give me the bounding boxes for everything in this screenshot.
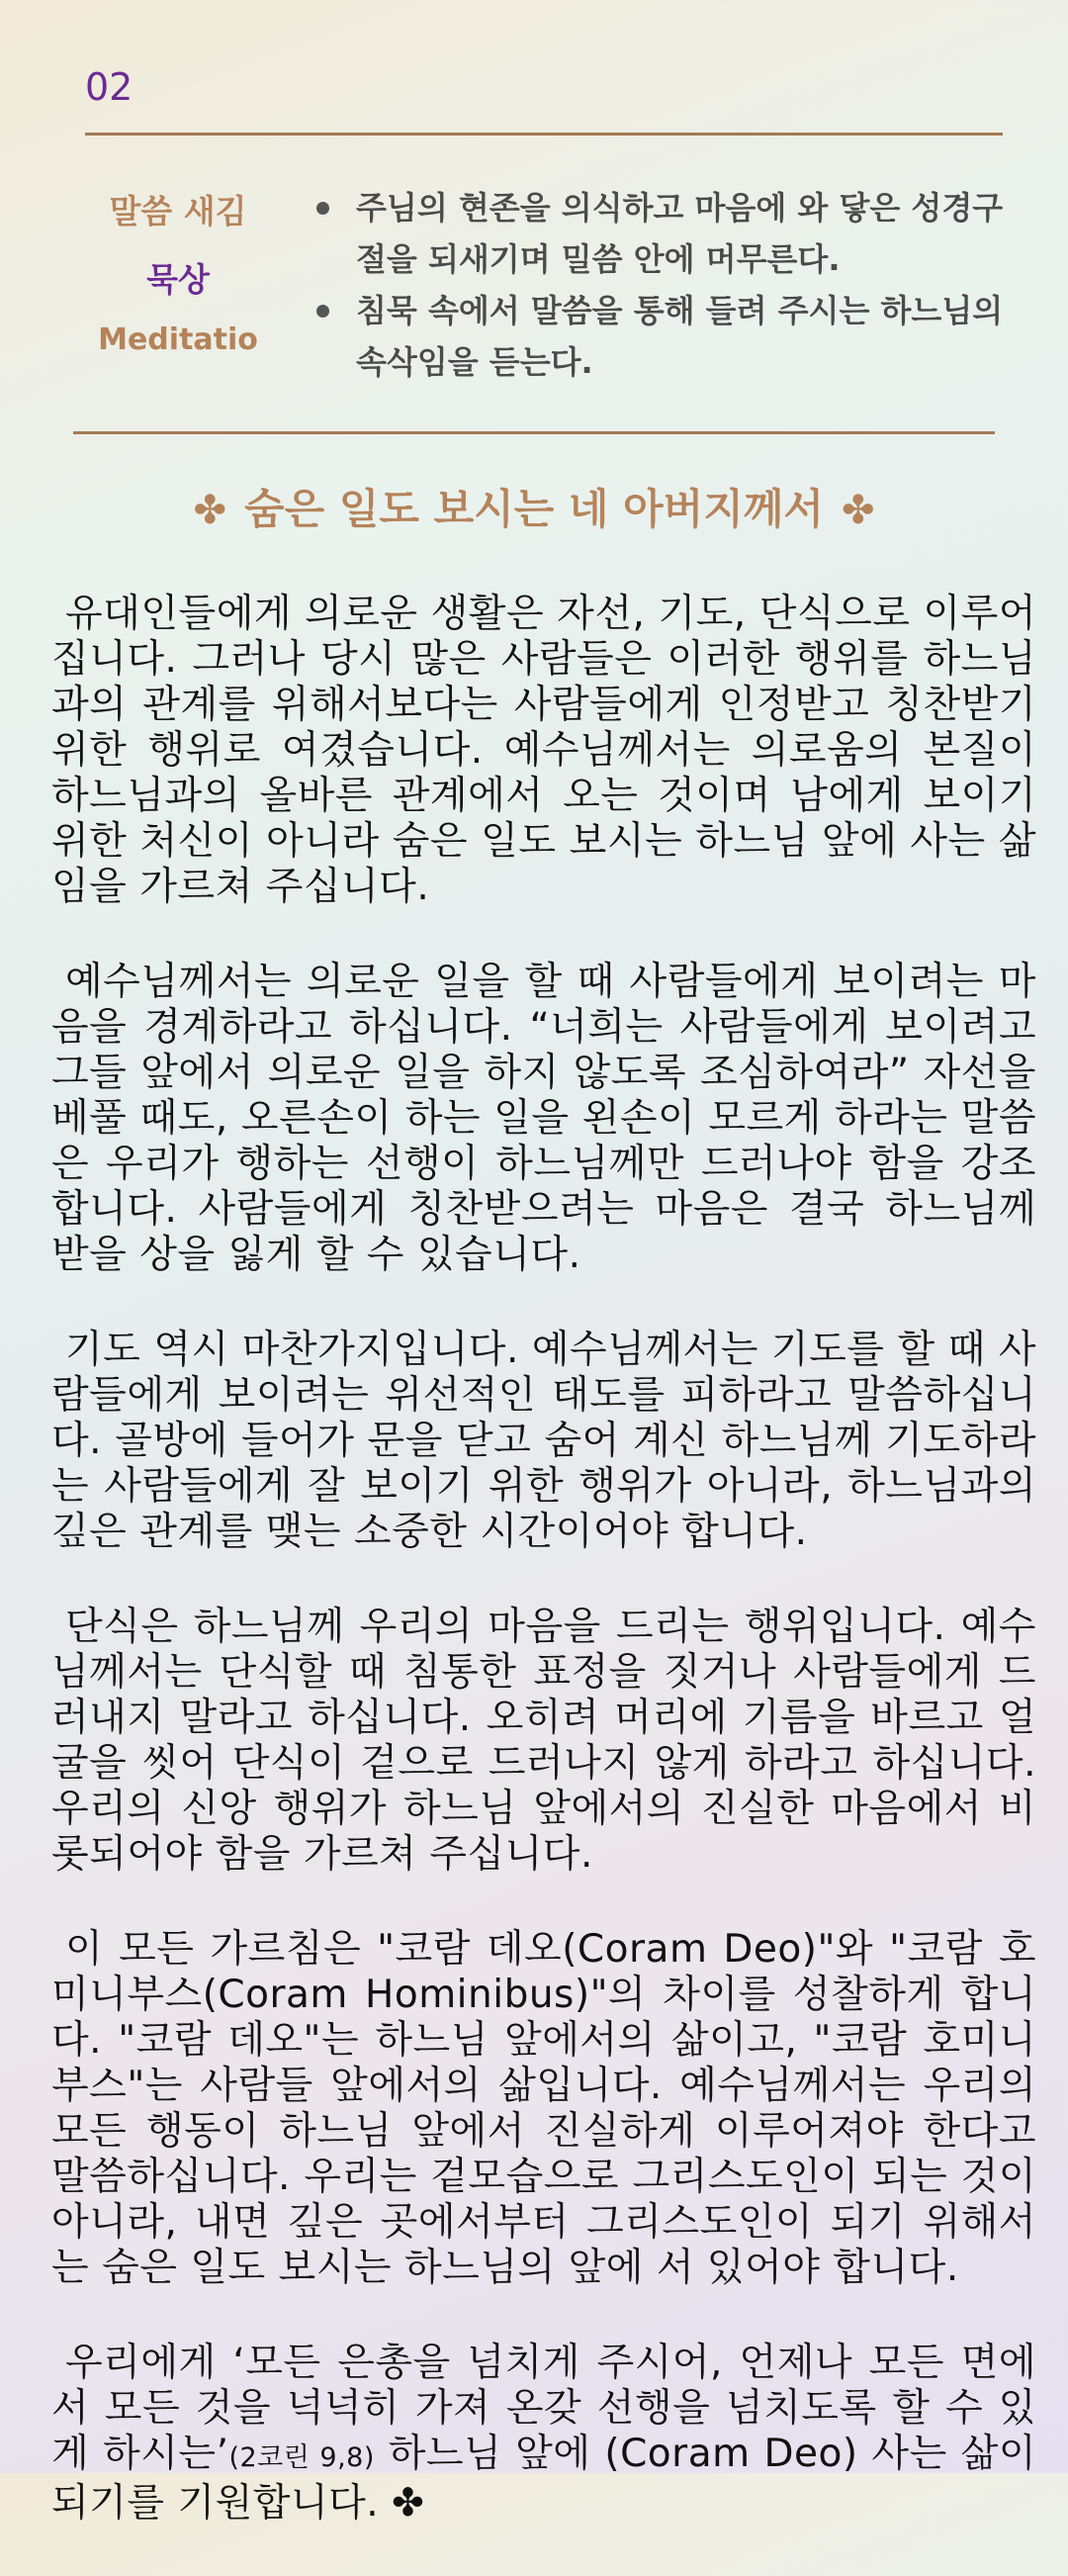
page-number: 02 bbox=[85, 65, 134, 109]
closing-text-end: 하느님 앞에 (Coram Deo) 사는 삶이 되기를 기원합니다. ✤ bbox=[51, 2432, 1036, 2526]
meditation-heading bbox=[0, 477, 1068, 536]
instruction-list bbox=[312, 182, 1005, 388]
bottom-divider bbox=[73, 431, 995, 434]
section-label-korean: 말씀 새김 bbox=[109, 192, 247, 230]
section-label-focus: 묵상 bbox=[146, 260, 210, 299]
instruction-text: 주님의 현존을 의식하고 마음에 와 닿은 성경구절을 되새기며 밀씀 안에 머무른다. bbox=[356, 189, 1004, 278]
clover-ornament-icon: ✤ bbox=[193, 488, 227, 533]
meditation-body bbox=[51, 592, 1036, 2576]
instruction-item bbox=[312, 285, 1005, 388]
body-paragraph: 단식은 하느님께 우리의 마음을 드리는 행위입니다. 예수님께서는 단식할 때 침통한 표정을 짓거나 사람들에게 드러내지 말라고 하십니다. 오히려 머리에 기름을 바르고 얼굴을 씻어 단식이 겉으로 드러나지 않게 하라고 하십니다. 우리의 신앙 행위가 하느님 앞에서의 진실한 마음에서 비롯되어야 함을 가르쳐 주십니다. bbox=[51, 1605, 1036, 1877]
body-paragraph: 유대인들에게 의로운 생활은 자선, 기도, 단식으로 이루어집니다. 그러나 당시 많은 사람들은 이러한 행위를 하느님과의 관계를 위해서보다는 사람들에게 인정받고 칭찬받기 위한 행위로 여겼습니다. 예수님께서는 의로움의 본질이 하느님과의 올바른 관계에서 오는 것이며 남에게 보이기 위한 처신이 아니라 숨은 일도 보시는 하느님 앞에 사는 삶임을 가르쳐 주십니다. bbox=[51, 592, 1036, 909]
closing-paragraph bbox=[51, 2341, 1036, 2527]
body-paragraph: 기도 역시 마찬가지입니다. 예수님께서는 기도를 할 때 사람들에게 보이려는 위선적인 태도를 피하라고 말씀하십니다. 골방에 들어가 문을 닫고 숨어 계신 하느님께 기도하라는 사람들에게 잘 보이기 위한 행위가 아니라, 하느님과의 깊은 관계를 맺는 소중한 시간이어야 합니다. bbox=[51, 1328, 1036, 1554]
top-divider bbox=[85, 133, 1003, 136]
clover-ornament-icon: ✤ bbox=[841, 488, 875, 533]
body-paragraph: 예수님께서는 의로운 일을 할 때 사람들에게 보이려는 마음을 경계하라고 하십니다. “너희는 사람들에게 보이려고 그들 앞에서 의로운 일을 하지 않도록 조심하여라” 자선을 베풀 때도, 오른손이 하는 일을 왼손이 모르게 하라는 말씀은 우리가 행하는 선행이 하느님께만 드러나야 함을 강조합니다. 사람들에게 칭찬받으려는 마음은 결국 하느님께 받을 상을 잃게 할 수 있습니다. bbox=[51, 960, 1036, 1277]
bullet-icon bbox=[316, 305, 329, 318]
scripture-reference: (2코린 9,8) bbox=[228, 2442, 375, 2473]
heading-title: 숨은 일도 보시는 네 아버지께서 bbox=[244, 485, 824, 533]
closing-text: 우리에게 ‘모든 은총을 넘치게 주시어, 언제나 모든 면에서 모든 것을 넉넉히 가져 온갖 선행을 넘치도록 할 수 있게 하시는’ bbox=[51, 2341, 1036, 2476]
body-paragraph: 이 모든 가르침은 "코람 데오(Coram Deo)"와 "코람 호미니부스(Coram Hominibus)"의 차이를 성찰하게 합니다. "코람 데오"는 하느님 앞에서의 삶이고, "코람 호미니부스"는 사람들 앞에서의 삶입니다. 예수님께서는 우리의 모든 행동이 하느님 앞에서 진실하게 이루어져야 한다고 말씀하십니다. 우리는 겉모습으로 그리스도인이 되는 것이 아니라, 내면 깊은 곳에서부터 그리스도인이 되기 위해서는 숨은 일도 보시는 하느님의 앞에 서 있어야 합니다. bbox=[51, 1927, 1036, 2290]
section-label bbox=[75, 186, 281, 357]
bullet-icon bbox=[316, 202, 329, 215]
instruction-text: 침묵 속에서 말씀을 통해 들려 주시는 하느님의 속삭임을 듣는다. bbox=[356, 292, 1004, 381]
instruction-item bbox=[312, 182, 1005, 285]
section-label-latin: Meditatio bbox=[98, 322, 258, 357]
